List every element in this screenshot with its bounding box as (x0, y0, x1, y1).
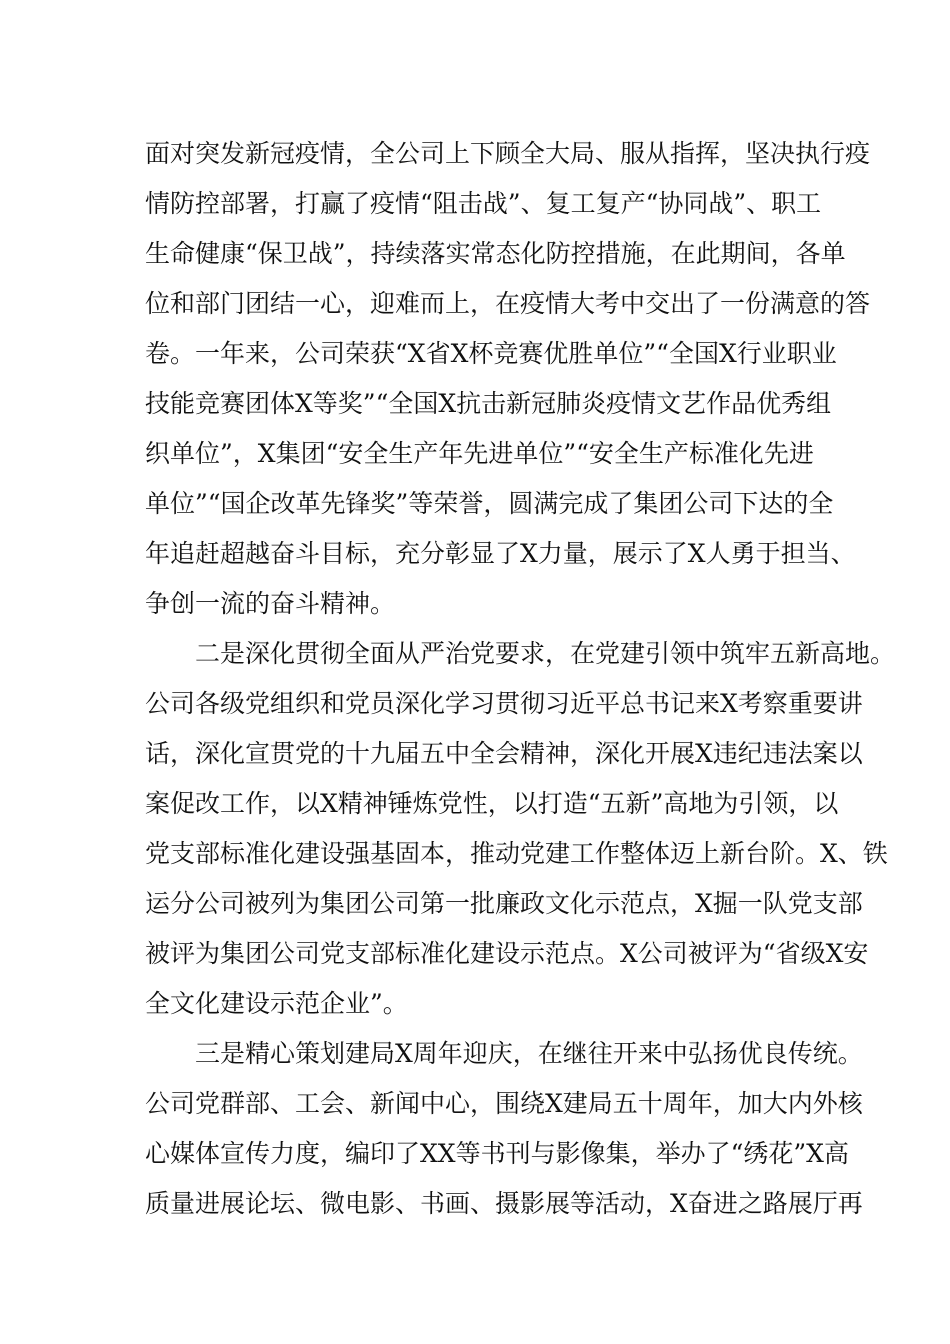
text-line: 单位”“国企改革先锋奖”等荣誉，圆满完成了集团公司下达的全 (145, 489, 834, 518)
paragraph-heading-line: 三是精心策划建局X周年迎庆，在继往开来中弘扬优良传统。 (145, 1039, 863, 1068)
text-line: 运分公司被列为集团公司第一批廉政文化示范点，X掘一队党支部 (145, 889, 863, 918)
text-line: 情防控部署，打赢了疫情“阻击战”、复工复产“协同战”、职工 (145, 189, 822, 218)
text-line: 心媒体宣传力度，编印了XX等书刊与影像集，举办了“绣花”X高 (145, 1139, 849, 1168)
text-line: 生命健康“保卫战”，持续落实常态化防控措施，在此期间，各单 (145, 239, 846, 268)
text-line: 技能竞赛团体X等奖”“全国X抗击新冠肺炎疫情文艺作品优秀组 (145, 389, 832, 418)
text-line: 公司党群部、工会、新闻中心，围绕X建局五十周年，加大内外核 (145, 1089, 863, 1118)
text-line: 党支部标准化建设强基固本，推动党建工作整体迈上新台阶。X、铁 (145, 839, 888, 868)
text-line: 公司各级党组织和党员深化学习贯彻习近平总书记来X考察重要讲 (145, 689, 863, 718)
text-line: 年追赶超越奋斗目标，充分彰显了X力量，展示了X人勇于担当、 (145, 539, 856, 568)
text-line: 话，深化宣贯党的十九届五中全会精神，深化开展X违纪违法案以 (145, 739, 863, 768)
text-line: 面对突发新冠疫情，全公司上下顾全大局、服从指挥，坚决执行疫 (145, 139, 871, 168)
text-line: 卷。一年来，公司荣获“X省X杯竞赛优胜单位”“全国X行业职业 (145, 339, 837, 368)
text-line: 案促改工作，以X精神锤炼党性，以打造“五新”高地为引领，以 (145, 789, 839, 818)
text-line: 位和部门团结一心，迎难而上，在疫情大考中交出了一份满意的答 (145, 289, 871, 318)
text-line: 被评为集团公司党支部标准化建设示范点。X公司被评为“省级X安 (145, 939, 869, 968)
paragraph-heading-line: 二是深化贯彻全面从严治党要求，在党建引领中筑牢五新高地。 (145, 639, 896, 668)
text-line: 全文化建设示范企业”。 (145, 989, 408, 1018)
text-line: 质量进展论坛、微电影、书画、摄影展等活动，X奋进之路展厅再 (145, 1189, 863, 1218)
text-line: 争创一流的奋斗精神。 (145, 589, 396, 618)
text-line: 织单位”，X集团“安全生产年先进单位”“安全生产标准化先进 (145, 439, 814, 468)
